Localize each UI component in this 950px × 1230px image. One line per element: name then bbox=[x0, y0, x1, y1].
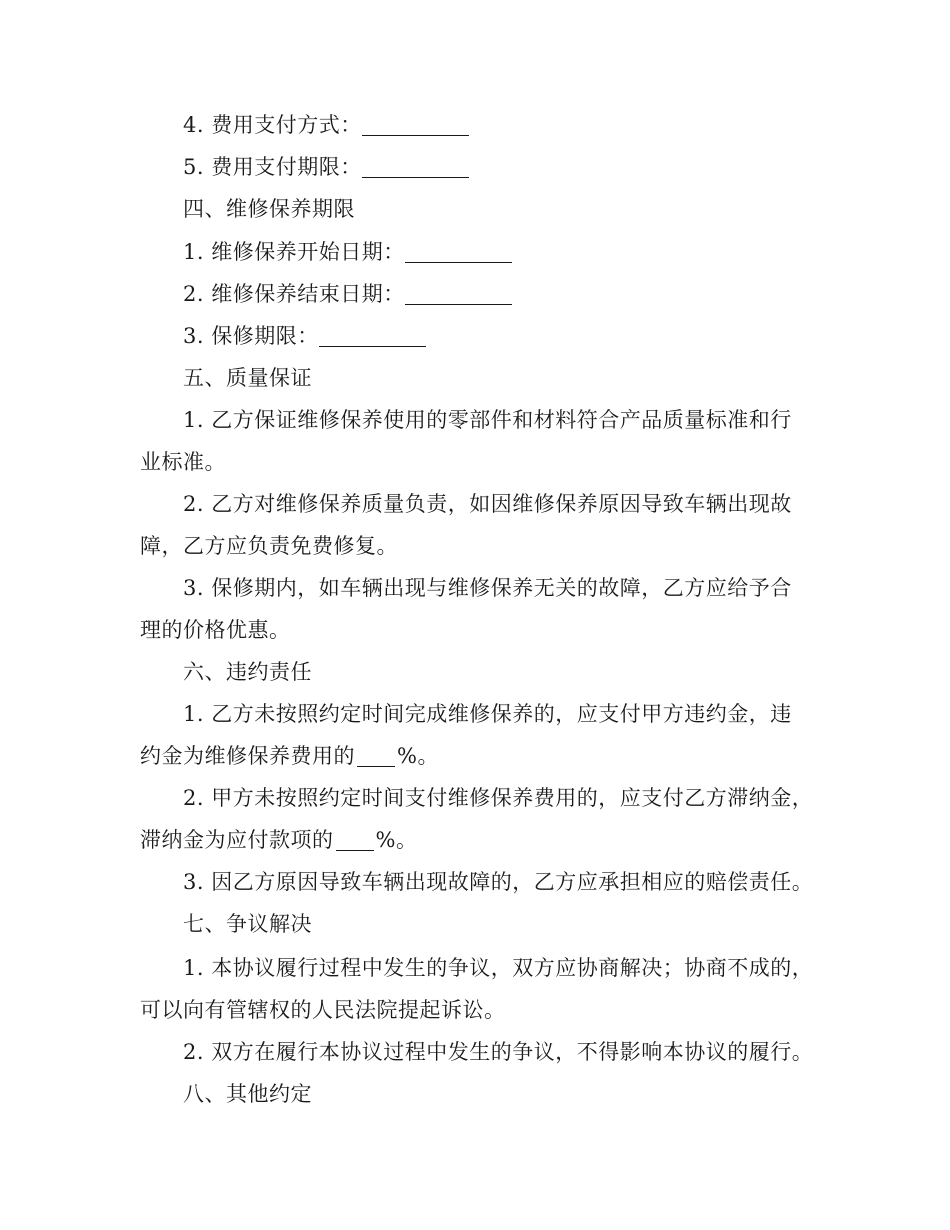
section-heading-dispute: 七、争议解决 bbox=[183, 912, 312, 936]
clause-payment-method: 4. 费用支付方式： bbox=[183, 104, 863, 146]
clause-start-date: 1. 维修保养开始日期： bbox=[183, 231, 863, 273]
paragraph-line: 2. 双方在履行本协议过程中发生的争议，不得影响本协议的履行。 bbox=[183, 1040, 814, 1064]
paragraph-line: 约金为维修保养费用的 %。 bbox=[140, 744, 439, 768]
section-heading-maintenance-period: 四、维修保养期限 bbox=[183, 197, 355, 221]
blank-penalty-percent bbox=[357, 744, 395, 767]
section-heading-other: 八、其他约定 bbox=[183, 1082, 312, 1106]
blank-start-date bbox=[405, 240, 512, 263]
paragraph-line: 理的价格优惠。 bbox=[140, 618, 291, 642]
blank-late-fee-percent bbox=[336, 828, 374, 851]
section-heading-liability: 六、违约责任 bbox=[183, 660, 312, 684]
paragraph-line: 滞纳金为应付款项的 %。 bbox=[140, 828, 418, 852]
paragraph-line: 1. 乙方未按照约定时间完成维修保养的，应支付甲方违约金，违 bbox=[183, 702, 792, 726]
paragraph-line: 3. 因乙方原因导致车辆出现故障的，乙方应承担相应的赔偿责任。 bbox=[183, 870, 814, 894]
paragraph-line: 2. 乙方对维修保养质量负责，如因维修保养原因导致车辆出现故 bbox=[183, 492, 792, 516]
paragraph-line: 3. 保修期内，如车辆出现与维修保养无关的故障，乙方应给予合 bbox=[183, 576, 792, 600]
paragraph-line: 障，乙方应负责免费修复。 bbox=[140, 534, 398, 558]
blank-warranty-period bbox=[319, 324, 426, 347]
section-heading-quality: 五、质量保证 bbox=[183, 366, 312, 390]
paragraph-line: 1. 本协议履行过程中发生的争议，双方应协商解决；协商不成的， bbox=[183, 956, 814, 980]
clause-payment-deadline: 5. 费用支付期限： bbox=[183, 146, 863, 188]
clause-warranty-period: 3. 保修期限： bbox=[183, 315, 863, 357]
paragraph-line: 2. 甲方未按照约定时间支付维修保养费用的，应支付乙方滞纳金， bbox=[183, 786, 814, 810]
clause-end-date: 2. 维修保养结束日期： bbox=[183, 273, 863, 315]
blank-end-date bbox=[405, 282, 512, 305]
blank-payment-deadline bbox=[362, 155, 469, 178]
blank-payment-method bbox=[362, 113, 469, 136]
paragraph-line: 可以向有管辖权的人民法院提起诉讼。 bbox=[140, 998, 506, 1022]
paragraph-line: 1. 乙方保证维修保养使用的零部件和材料符合产品质量标准和行 bbox=[183, 408, 792, 432]
paragraph-line: 业标准。 bbox=[140, 450, 226, 474]
